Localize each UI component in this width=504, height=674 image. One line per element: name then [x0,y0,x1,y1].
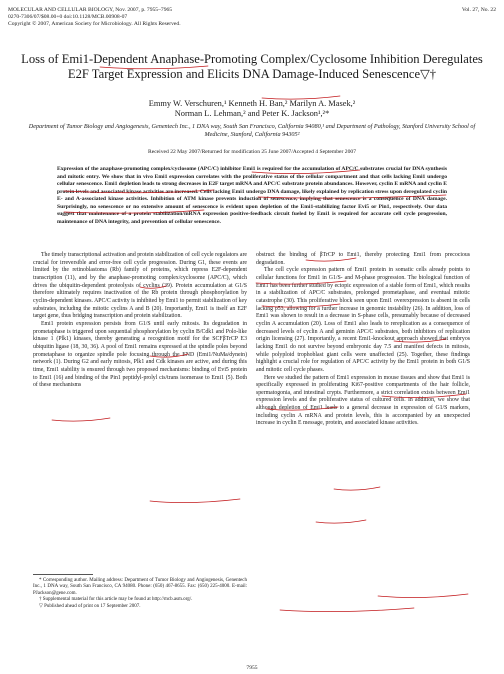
authors-line-1: Emmy W. Verschuren,¹ Kenneth H. Ban,² Marilyn A. Masek,² [148,99,356,108]
author-list [20,99,484,119]
underline-mark [316,520,366,523]
footnotes [33,574,247,610]
body-paragraph: Emi1 protein expression persists from G1/S until early mitosis. Its degradation in prometaphase is triggered upon sequential phosphorylation by cyclin B/Cdk1 and Polo-like kinase 1 (Plk1) kinases, thereby generating a recognition motif for the SCFβTrCP E3 ubiquitin ligase (18, 30, 36). A pool of Emi1 remains expressed at the spindle poles beyond prometaphase to organize spindle pole focusing through the END (Emi1/NuMa/dynein) network (1). During G2 and early mitosis, Plk1 and Cdk kinases are active, and during this time, Emi1 stability is ensured through two proposed mechanisms: binding of Evi5 protein to Emi1 (16) and binding of the Pin1 peptidyl-prolyl cis/trans isomerase to Emi1 (5). Both of these mechanisms [33,320,247,389]
underline-mark [334,487,380,490]
journal-info [8,7,181,29]
body-paragraph: obstruct the binding of βTrCP to Emi1, thereby protecting Emi1 from precocious degradation. [256,252,470,266]
issn-line: 0270-7306/07/$08.00+0 doi:10.1128/MCB.00908-07 [8,14,128,21]
footnote-rule [33,574,93,575]
underline-mark [150,499,240,503]
abstract: Expression of the anaphase-promoting complex/cyclosome (APC/C) inhibitor Emi1 is required for the accumulation of APC/C substrates crucial for DNA synthesis and mitotic entry. We show that in vivo Emi1 expression correlates with the proliferative status of the cellular compartment and that cells lacking Emi1 undergo cellular senescence. Emi1 depletion leads to strong decreases in E2F target mRNA and APC/C substrate protein abundances. However, cyclin E mRNA and cyclin E protein levels and associated kinase activities are increased. Cells lacking Emi1 undergo DNA damage, likely explained by replication stress upon deregulated cyclin E- and A-associated kinase activities. Inhibition of ATM kinase prevents induction of senescence, implying that senescence is a consequence of DNA damage. Surprisingly, no senescence or no extensive amount of senescence is evident upon depletion of the Emi1-stabilizing factor Evi5 or Pin1, respectively. Our data suggest that maintenance of a protein stabilization/mRNA expression positive-feedback circuit fueled by Emi1 is required for accurate cell cycle progression, maintenance of DNA integrity, and prevention of cellular senescence. [57,166,447,225]
received-dates: Received 22 May 2007/Returned for modification 25 June 2007/Accepted 4 September 2007 [147,149,356,155]
copyright-line: Copyright © 2007, American Society for Microbiology. All Rights Reserved. [8,21,181,28]
body-column-left [33,252,247,390]
underline-mark [280,608,414,612]
page-number: 7955 [246,665,258,671]
body-paragraph: The cell cycle expression pattern of Emi1 protein in somatic cells already points to cellular functions for Emi1 in G1/S- and M-phase progression. The biological function of Emi1 has been further studied by ectopic expression of a stable form of Emi1, which results in a stabilization of APC/C substrates, prolonged prometaphase, and eventual mitotic catastrophe (30). This proliferative block seen upon Emi1 overexpression is absent in cells lacking p53, allowing for a further increase in genomic instability (26). In addition, loss of Emi1 was shown to result in a decrease in S-phase cells, presumably because of decreased cyclin A accumulation (20). Loss of Emi1 also leads to rereplication as a consequence of decreased levels of cyclin A and geminin APC/C substrates, both inhibitors of replication origin licensing (27). Importantly, a recent Emi1-knockout approach showed that embryos lacking Emi1 do not survive beyond embryonic day 7.5 and manifest defects in mitosis, while polyploid trophoblast giant cells were unaffected (25). Together, these findings highlight a crucial role for regulation of APC/C activity by the Emi1 protein in both G1/S and mitotic cell cycle phases. [256,267,470,373]
article-title: Loss of Emi1-Dependent Anaphase-Promoting Complex/Cyclosome Inhibition Deregulates E2F Target Expression and Elicits DNA Damage-Induced Senescence▽† [21,52,483,81]
body-paragraph: The timely transcriptional activation and protein stabilization of cell cycle regulators are crucial for irreversible and error-free cell cycle progression. During G1, these events are limited by the retinoblastoma (Rb) family of proteins, which repress E2F-dependent transcription (11), and by the anaphase-promoting complex/cyclosome (APC/C), which drives the ubiquitin-dependent proteolysis of cyclins (39). Protein accumulation at G1/S therefore ultimately requires inactivation of the Rb protein through phosphorylation by cyclin-dependent kinases. APC/C activity is inhibited by Emi1 to permit stabilization of key substrates, including the mitotic cyclins A and B (20). Importantly, Emi1 is itself an E2F target gene, thus bridging transcription and protein stabilization. [33,252,247,320]
affiliations: Department of Tumor Biology and Angiogenesis, Genentech Inc., 1 DNA way, South San Francisco, California 94080,¹ and Department of Pathology, Stanford University School of Medicine, Stanford, California 94305² [28,123,476,138]
body-column-right [256,252,470,428]
footnote-supplemental: † Supplemental material for this article may be found at http://mcb.asm.org/. [39,597,193,603]
journal-line: MOLECULAR AND CELLULAR BIOLOGY, Nov. 2007, p. 7955–7965 [8,7,173,13]
footnote-published: ▽ Published ahead of print on 17 September 2007. [39,603,141,609]
footnote-corresponding: * Corresponding author. Mailing address: Department of Tumor Biology and Angiogenesis, Genentech Inc., 1 DNA way, South San Francisco, CA 94080. Phone: (650) 467-8655. Fax: (650) 225-4000. E-mail: PJackson@gene.com. [33,578,247,596]
underline-mark [378,594,468,598]
underline-mark [52,418,110,421]
body-paragraph: Here we studied the pattern of Emi1 expression in mouse tissues and show that Emi1 is specifically expressed in proliferating Ki67-positive compartments of the hair follicle, spermatogonia, and intestinal crypts. Furthermore, a strict correlation exists between Emi1 expression levels and the proliferative status of cultured cells. In addition, we show that although depletion of Emi1 leads to a general decrease in expression of G1/S markers, including cyclin A mRNA and protein levels, this is accompanied by an unexpected increase in cyclin E message, protein, and associated kinase activities. [256,374,470,427]
volume-label: Vol. 27, No. 22 [461,7,496,13]
authors-line-2: Norman L. Lehman,² and Peter K. Jackson¹,²* [174,109,330,118]
